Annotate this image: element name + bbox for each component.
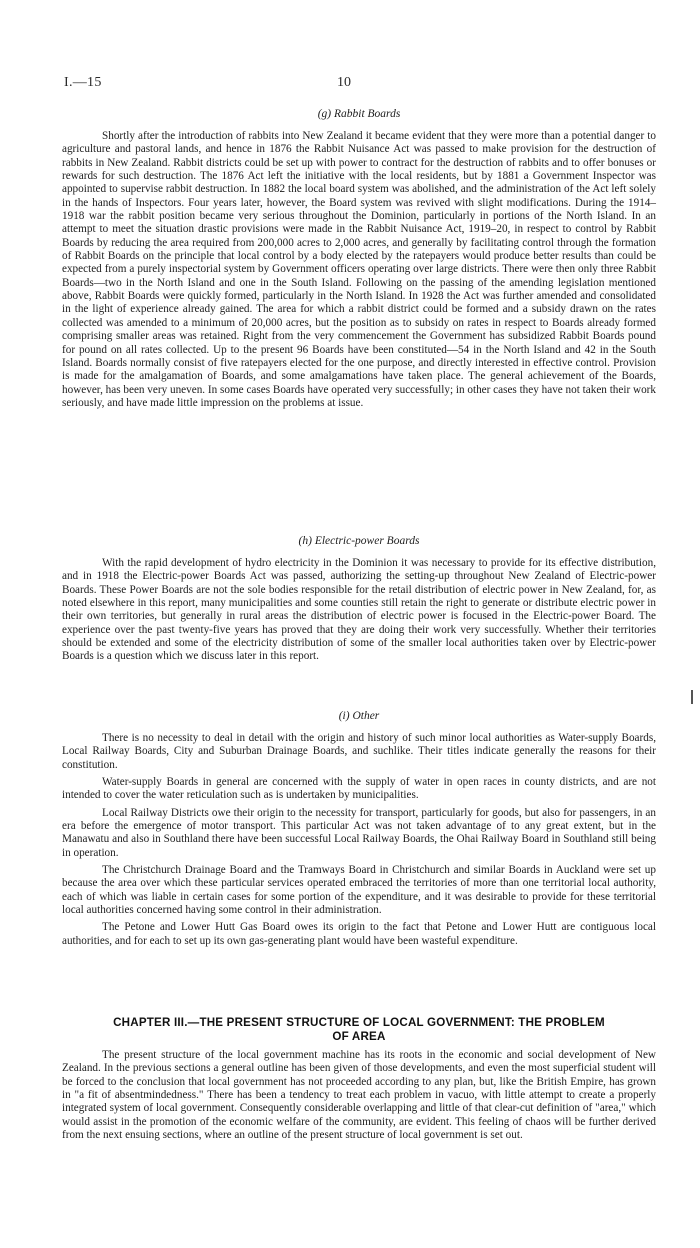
paragraph: The Petone and Lower Hutt Gas Board owes its origin to the fact that Petone and Lower Hutt are contiguous local authorities, and for each to set up its own gas-generating plant would have been wasteful expenditure. <box>62 921 656 947</box>
paragraph: Local Railway Districts owe their origin to the necessity for transport, particularly for goods, but also for passengers, in an era before the emergence of motor transport. This particular Act was not taken advantage of to any great extent, but in the Manawatu and also in Southland there have been successful Local Railway Boards, the Ohai Railway Board in Southland still being in operation. <box>62 806 656 859</box>
section-other <box>62 710 656 948</box>
chapter-heading <box>62 1016 656 1044</box>
paragraph: The present structure of the local government machine has its roots in the economic and social development of New Zealand. In the previous sections a general outline has been given of those developments, and even the most superficial student will be forced to the conclusion that local government has not proceeded according to any plan, but, like the British Empire, has grown in "a fit of absentmindedness." There has been a tendency to treat each problem in vacuo, with little attempt to create a properly integrated system of local government. Consequently considerable overlapping and little of that clear-cut definition of "area," which would assist in the promotion of the economic welfare of the community, are evident. This feeling of chaos will be further derived from the next ensuing sections, where an outline of the present structure of local government is set out. <box>62 1049 656 1142</box>
section-heading-rabbit-boards: (g) Rabbit Boards <box>317 108 401 120</box>
paragraph: Water-supply Boards in general are concerned with the supply of water in open races in county districts, and are not intended to cover the water reticulation such as is undertaken by municipalities. <box>62 776 656 802</box>
section-heading-electric-power-boards: (h) Electric-power Boards <box>298 535 420 547</box>
chapter-heading-line-2: OF AREA <box>332 1030 386 1043</box>
section-heading-other: (i) Other <box>338 710 380 722</box>
page-number: 10 <box>337 75 351 90</box>
section-chapter-three-body <box>62 1049 656 1142</box>
section-electric-power-boards <box>62 535 656 664</box>
paragraph: With the rapid development of hydro electricity in the Dominion it was necessary to provide for its effective distribution, and in 1918 the Electric-power Boards Act was passed, authorizing the setting-up throughout New Zealand of Electric-power Boards. These Power Boards are not the sole bodies responsible for the retail distribution of electric power in New Zealand, for, as noted elsewhere in this report, many municipalities and some counties still retain the right to generate or distribute electric power in their own territories, but generally in rural areas the distribution of electric power is focused in the Electric-power Board. The experience over the past twenty-five years has proved that they are doing their work very successfully. Whether their territories should be extended and some of the electricity distribution of some of the smaller local authorities taken over by Electric-power Boards is a question which we discuss later in this report. <box>62 557 656 663</box>
chapter-heading-line-1: CHAPTER III.—THE PRESENT STRUCTURE OF LOCAL GOVERNMENT: THE PROBLEM <box>113 1016 605 1029</box>
document-reference: I.—15 <box>64 75 102 90</box>
paragraph: Shortly after the introduction of rabbits into New Zealand it became evident that they were more than a potential danger to agriculture and pastoral lands, and hence in 1876 the Rabbit Nuisance Act was passed to make provision for the destruction of rabbits in New Zealand. Rabbit districts could be set up with power to contract for the destruction of rabbits and to offer bonuses or rewards for such destruction. The 1876 Act left the initiative with the local residents, but by 1881 a Government Inspector was appointed to supervise rabbit destruction. In 1882 the local board system was abolished, and the administration of the Act left solely in the hands of Inspectors. Four years later, however, the Board system was revived with slight modifications. During the 1914–1918 war the rabbit position became very serious throughout the Dominion, particularly in portions of the North Island. In an attempt to meet the situation drastic provisions were made in the Rabbit Nuisance Act, 1919–20, in respect to control by Rabbit Boards by reducing the area required from 200,000 acres to 2,000 acres, and generally by facilitating control through the formation of Rabbit Boards on the principle that local control by a body elected by the ratepayers would produce better results than could be expected from a purely inspectorial system by Government officers operating over large districts. There were then only three Rabbit Boards—two in the North Island and one in the South Island. Following on the passing of the amending legislation mentioned above, Rabbit Boards were quickly formed, particularly in the North Island. In 1928 the Act was further amended and consolidated in the light of experience already gained. The area for which a rabbit district could be formed and a subsidy drawn on the rates collected was amended to a minimum of 20,000 acres, but the position as to subsidy on rates in respect to Boards already formed comprising smaller areas was retained. Right from the very commencement the Government has subsidized Rabbit Boards pound for pound on all rates collected. Up to the present 96 Boards have been constituted—54 in the North Island and 42 in the South Island. Boards normally consist of five ratepayers elected for the one purpose, and directly interested in effective control. Provision is made for the amalgamation of Boards, and some amalgamations have taken place. The general achievement of the Boards, however, has been very uneven. In some cases Boards have operated very successfully; in other cases they have not taken their work seriously, and have made little impression on the problems at issue. <box>62 130 656 409</box>
paragraph: There is no necessity to deal in detail with the origin and history of such minor local authorities as Water-supply Boards, Local Railway Boards, City and Suburban Drainage Boards, and suchlike. Their titles indicate generally the reasons for their constitution. <box>62 732 656 771</box>
paragraph: The Christchurch Drainage Board and the Tramways Board in Christchurch and similar Boards in Auckland were set up because the area over which these particular services operated embraced the territories of more than one territorial local authority, each of which was liable in certain cases for some portion of the expenditure, and it was desirable to provide for these territorial local authorities concerned having some control in their administration. <box>62 864 656 917</box>
margin-mark <box>691 690 693 704</box>
section-rabbit-boards <box>62 108 656 410</box>
